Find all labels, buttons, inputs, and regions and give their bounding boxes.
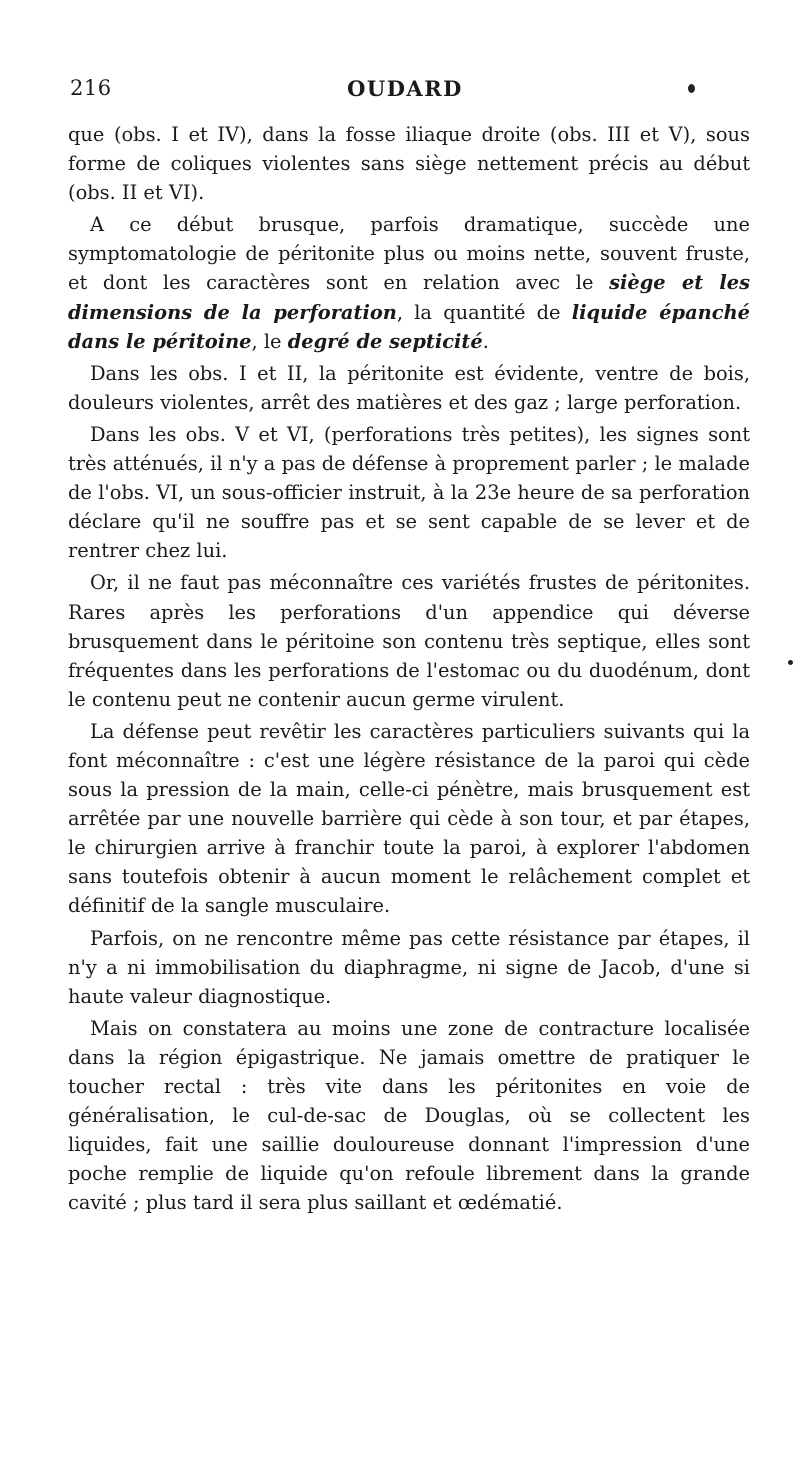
page-number: 216 bbox=[70, 76, 112, 100]
emphasis-liquide: liquide épanché dans le péritoine bbox=[68, 300, 750, 353]
text-run: , la quantité de bbox=[396, 300, 572, 324]
emphasis-septicite: degré de septicité bbox=[287, 329, 483, 353]
text-run: . bbox=[482, 329, 489, 353]
paragraph-toucher-rectal: Mais on constatera au moins une zone de contracture localisée dans la région épigastrique. Ne jamais omettre de pratiquer le toucher rectal : très vite dans les péritonites en voie de généralisation, le cul-de-sac de Douglas, où se collectent les liquides, fait une saillie douloureuse donnant l'impression d'une poche remplie de liquide qu'on refoule librement dans la grande cavité ; plus tard il sera plus saillant et œdématié. bbox=[68, 1016, 750, 1215]
paragraph-frustes: Or, il ne faut pas méconnaître ces variétés frustes de péritonites. Rares après les perforations d'un appendice qui déverse brusquement dans le péritoine son contenu très septique, elles sont fréquentes dans les perforations de l'estomac ou du duodénum, dont le contenu peut ne contenir aucun germe virulent. bbox=[68, 571, 750, 711]
ink-speck-right bbox=[788, 660, 793, 665]
paragraph-defense: La défense peut revêtir les caractères particuliers suivants qui la font méconnaître : c'est une légère résistance de la paroi qui cède sous la pression de la main, celle-ci pénètre, mais brusquement est arrêtée par une nouvelle barrière qui cède à son tour, et par étapes, le chirurgien arrive à franchir toute la paroi, à explorer l'abdomen sans toutefois obtenir à aucun moment le relâchement complet et définitif de la sangle musculaire. bbox=[68, 719, 750, 918]
emphasis-siege: siège et les dimensions de la perforation bbox=[68, 271, 750, 324]
paragraph-obs-1-2: Dans les obs. I et II, la péritonite est évidente, ventre de bois, douleurs violentes, arrêt des matières et des gaz ; large perforation. bbox=[68, 361, 750, 414]
page-header bbox=[60, 76, 750, 108]
paragraph-symptomatology bbox=[68, 210, 750, 355]
page-content bbox=[60, 76, 750, 1220]
text-run: A ce début brusque, parfois dramatique, succède une symptomatologie de péritonite plus ou moins nette, souvent fruste, et dont les caractères sont en relation avec le bbox=[68, 213, 750, 295]
paragraph-continuation: que (obs. I et IV), dans la fosse iliaque droite (obs. III et V), sous forme de coliques violentes sans siège nettement précis au début (obs. II et VI). bbox=[68, 123, 750, 205]
body-text bbox=[60, 120, 750, 1217]
paragraph-parfois: Parfois, on ne rencontre même pas cette résistance par étapes, il n'y a ni immobilisation du diaphragme, ni signe de Jacob, d'une si haute valeur diagnostique. bbox=[68, 926, 750, 1008]
paragraph-obs-5-6: Dans les obs. V et VI, (perforations très petites), les signes sont très atténués, il n'y a pas de défense à proprement parler ; le malade de l'obs. VI, un sous-officier instruit, à la 23e heure de sa perforation déclare qu'il ne souffre pas et se sent capable de se lever et de rentrer chez lui. bbox=[68, 422, 750, 563]
text-run: , le bbox=[251, 329, 288, 353]
running-head: OUDARD bbox=[347, 76, 463, 101]
